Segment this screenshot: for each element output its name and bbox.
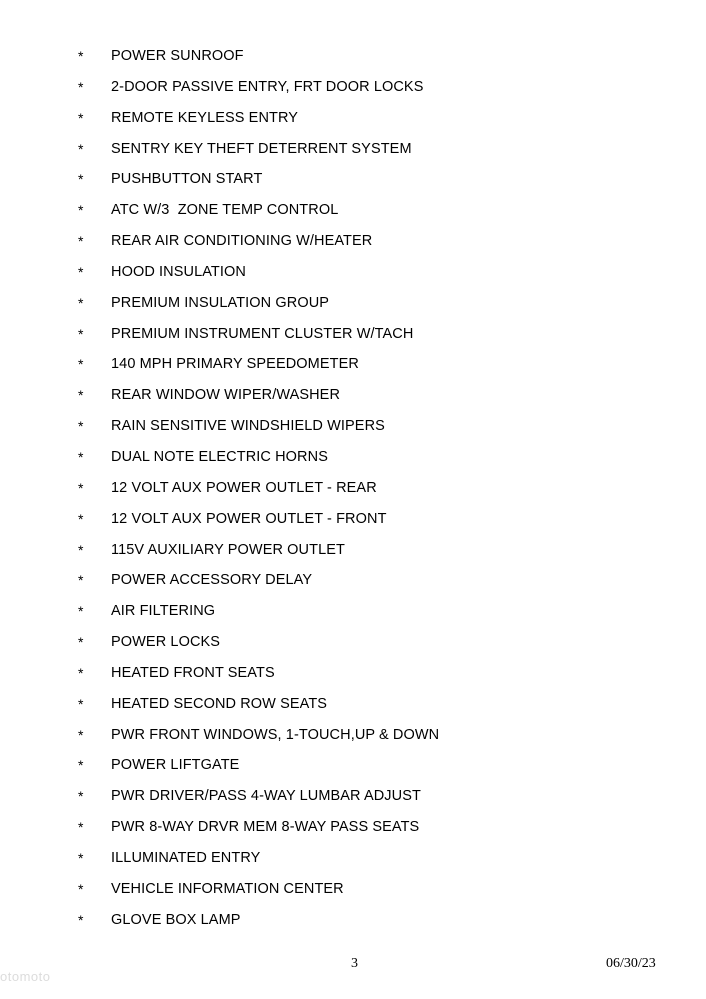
- feature-label: 115V AUXILIARY POWER OUTLET: [111, 541, 345, 558]
- list-item: [0, 787, 706, 818]
- feature-label: REAR AIR CONDITIONING W/HEATER: [111, 233, 373, 250]
- feature-label: HEATED SECOND ROW SEATS: [111, 695, 328, 712]
- list-item: [0, 849, 706, 880]
- bullet-asterisk: *: [78, 757, 84, 774]
- list-item: [0, 633, 706, 664]
- list-item: [0, 109, 706, 140]
- bullet-asterisk: *: [78, 294, 84, 311]
- list-item: [0, 695, 706, 726]
- list-item: [0, 201, 706, 232]
- feature-label: DUAL NOTE ELECTRIC HORNS: [111, 448, 328, 465]
- list-item: [0, 571, 706, 602]
- list-item: [0, 911, 706, 942]
- bullet-asterisk: *: [78, 479, 84, 496]
- bullet-asterisk: *: [78, 634, 84, 651]
- list-item: [0, 78, 706, 109]
- bullet-asterisk: *: [78, 263, 84, 280]
- feature-label: AIR FILTERING: [111, 603, 216, 620]
- feature-label: POWER LOCKS: [111, 634, 221, 651]
- feature-label: HEATED FRONT SEATS: [111, 664, 275, 681]
- list-item: [0, 756, 706, 787]
- feature-label: POWER SUNROOF: [111, 48, 244, 64]
- feature-label: PREMIUM INSULATION GROUP: [111, 294, 330, 311]
- page-number: 3: [351, 956, 358, 971]
- feature-label: VEHICLE INFORMATION CENTER: [111, 880, 344, 897]
- bullet-asterisk: *: [78, 78, 84, 95]
- feature-label: 2-DOOR PASSIVE ENTRY, FRT DOOR LOCKS: [111, 78, 424, 95]
- list-item: [0, 448, 706, 479]
- bullet-asterisk: *: [78, 541, 84, 558]
- feature-label: SENTRY KEY THEFT DETERRENT SYSTEM: [111, 140, 412, 157]
- bullet-asterisk: *: [78, 325, 84, 342]
- bullet-asterisk: *: [78, 819, 84, 836]
- bullet-asterisk: *: [78, 880, 84, 897]
- list-item: [0, 417, 706, 448]
- feature-label: 12 VOLT AUX POWER OUTLET - FRONT: [111, 510, 387, 527]
- list-item: [0, 140, 706, 171]
- list-item: [0, 170, 706, 201]
- bullet-asterisk: *: [78, 109, 84, 126]
- bullet-asterisk: *: [78, 387, 84, 404]
- bullet-asterisk: *: [78, 664, 84, 681]
- bullet-asterisk: *: [78, 572, 84, 589]
- bullet-asterisk: *: [78, 510, 84, 527]
- feature-label: REAR WINDOW WIPER/WASHER: [111, 387, 341, 404]
- bullet-asterisk: *: [78, 233, 84, 250]
- watermark: otomoto: [0, 969, 51, 984]
- list-item: [0, 880, 706, 911]
- bullet-asterisk: *: [78, 48, 84, 64]
- list-item: [0, 602, 706, 633]
- feature-label: POWER ACCESSORY DELAY: [111, 572, 313, 589]
- list-item: [0, 541, 706, 572]
- feature-label: ATC W/3 ZONE TEMP CONTROL: [111, 202, 339, 219]
- footer-date: 06/30/23: [606, 956, 656, 971]
- feature-label: 12 VOLT AUX POWER OUTLET - REAR: [111, 479, 377, 496]
- feature-label: REMOTE KEYLESS ENTRY: [111, 109, 299, 126]
- list-item: [0, 294, 706, 325]
- feature-label: GLOVE BOX LAMP: [111, 911, 241, 928]
- bullet-asterisk: *: [78, 448, 84, 465]
- bullet-asterisk: *: [78, 356, 84, 373]
- list-item: [0, 325, 706, 356]
- list-item: [0, 664, 706, 695]
- feature-label: RAIN SENSITIVE WINDSHIELD WIPERS: [111, 418, 385, 435]
- feature-label: PUSHBUTTON START: [111, 171, 263, 188]
- bullet-asterisk: *: [78, 418, 84, 435]
- list-item: [0, 355, 706, 386]
- bullet-asterisk: *: [78, 788, 84, 805]
- feature-label: ILLUMINATED ENTRY: [111, 849, 261, 866]
- feature-label: PREMIUM INSTRUMENT CLUSTER W/TACH: [111, 325, 414, 342]
- list-item: [0, 726, 706, 757]
- list-item: [0, 818, 706, 849]
- feature-list: [0, 47, 706, 941]
- bullet-asterisk: *: [78, 849, 84, 866]
- feature-label: PWR DRIVER/PASS 4-WAY LUMBAR ADJUST: [111, 788, 421, 805]
- bullet-asterisk: *: [78, 603, 84, 620]
- list-item: [0, 232, 706, 263]
- bullet-asterisk: *: [78, 202, 84, 219]
- list-item: [0, 510, 706, 541]
- bullet-asterisk: *: [78, 695, 84, 712]
- feature-label: PWR 8-WAY DRVR MEM 8-WAY PASS SEATS: [111, 819, 420, 836]
- feature-label: HOOD INSULATION: [111, 263, 246, 280]
- list-item: [0, 47, 706, 78]
- list-item: [0, 263, 706, 294]
- bullet-asterisk: *: [78, 171, 84, 188]
- bullet-asterisk: *: [78, 911, 84, 928]
- list-item: [0, 479, 706, 510]
- bullet-asterisk: *: [78, 726, 84, 743]
- feature-label: PWR FRONT WINDOWS, 1-TOUCH,UP & DOWN: [111, 726, 440, 743]
- bullet-asterisk: *: [78, 140, 84, 157]
- feature-label: POWER LIFTGATE: [111, 757, 240, 774]
- feature-label: 140 MPH PRIMARY SPEEDOMETER: [111, 356, 359, 373]
- list-item: [0, 386, 706, 417]
